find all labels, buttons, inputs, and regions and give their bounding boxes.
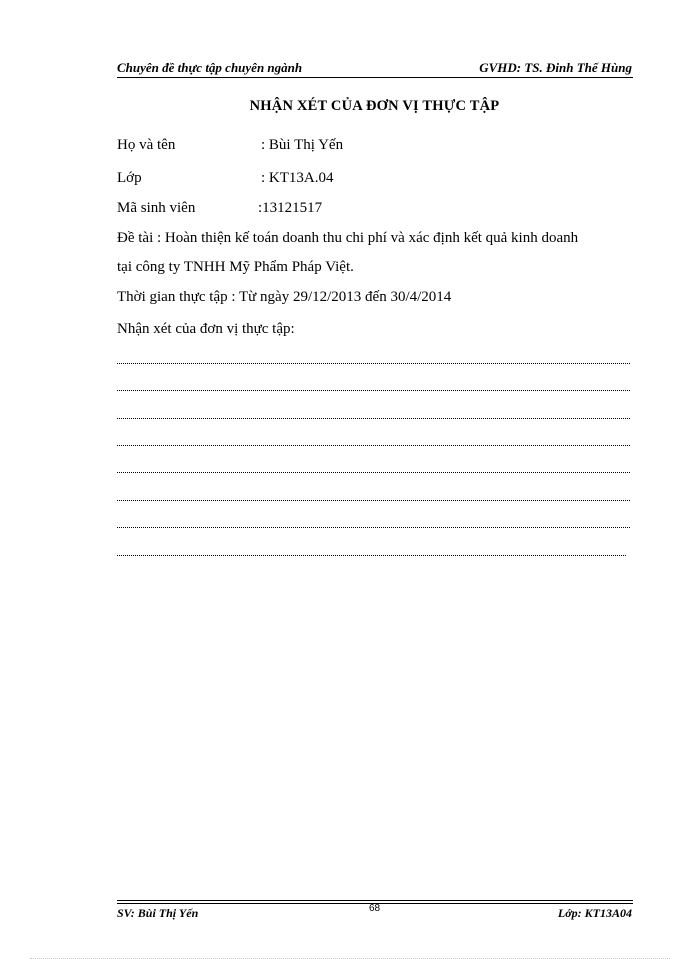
student-id-label: Mã sinh viên [117, 200, 196, 216]
comment-line [117, 437, 630, 446]
student-id-row [117, 200, 323, 217]
name-label: Họ và tên [117, 137, 176, 153]
footer-student: SV: Bùi Thị Yến [117, 906, 199, 920]
footer-class: Lớp: KT13A04 [557, 906, 632, 920]
comment-label: Nhận xét của đơn vị thực tập: [117, 321, 295, 337]
header-course-title: Chuyên đề thực tập chuyên ngành [117, 60, 303, 75]
header-divider [117, 77, 633, 78]
comment-line [117, 547, 626, 556]
comment-line [117, 382, 630, 391]
internship-period: Thời gian thực tập : Từ ngày 29/12/2013 đến 30/4/2014 [117, 289, 452, 305]
comment-line [117, 410, 630, 419]
student-id-value: :13121517 [258, 200, 323, 216]
topic-line-1: Đề tài : Hoàn thiện kế toán doanh thu chi phí và xác định kết quả kinh doanh [117, 230, 579, 246]
class-value: : KT13A.04 [261, 170, 334, 186]
topic-line-2: tại công ty TNHH Mỹ Phẩm Pháp Việt. [117, 259, 354, 275]
page-title: NHẬN XÉT CỦA ĐƠN VỊ THỰC TẬP [249, 98, 500, 114]
page-number: 68 [369, 903, 381, 914]
comment-line [117, 519, 630, 528]
page-header [117, 58, 632, 78]
name-value: : Bùi Thị Yến [261, 137, 344, 153]
comment-line [117, 464, 630, 473]
header-supervisor: GVHD: TS. Đinh Thế Hùng [479, 60, 632, 75]
class-row [117, 170, 334, 187]
class-label: Lớp [117, 170, 142, 186]
page-footer [117, 903, 632, 924]
comment-line [117, 492, 630, 501]
comment-line [117, 355, 630, 364]
footer-divider [117, 900, 633, 901]
name-row [117, 137, 344, 154]
page-edge [30, 958, 670, 959]
